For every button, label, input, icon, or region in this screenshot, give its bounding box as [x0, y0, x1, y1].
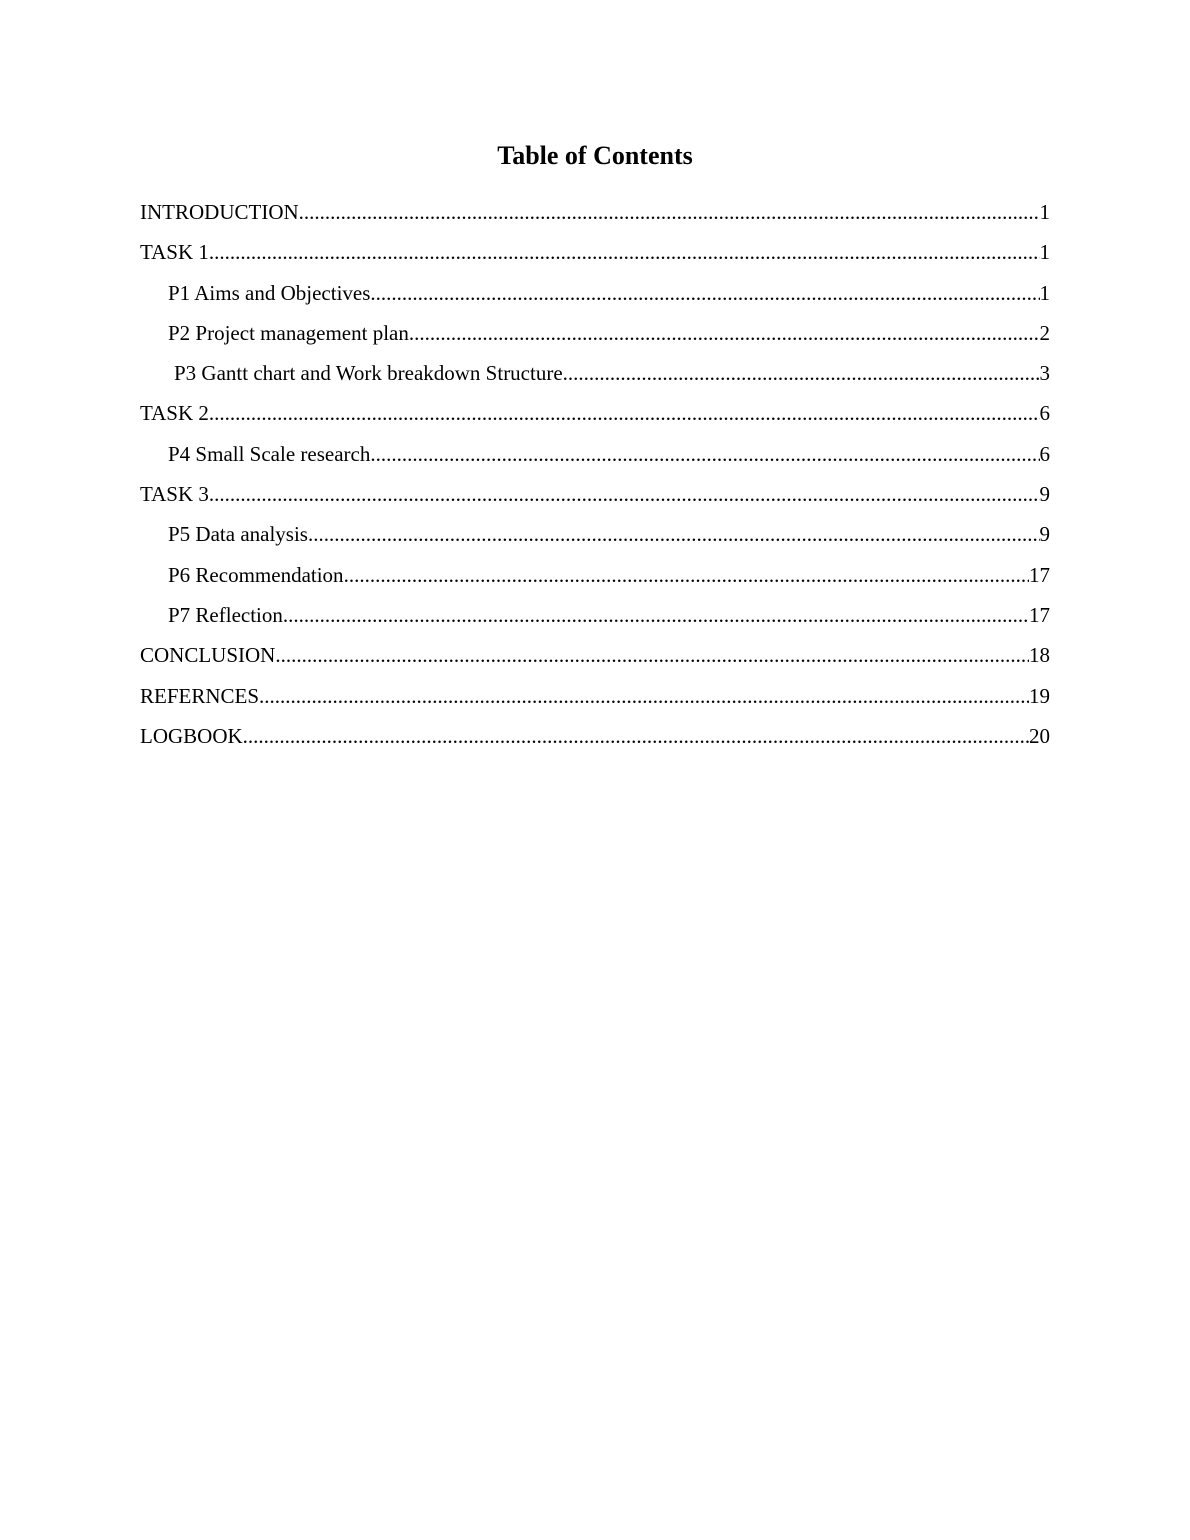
- toc-entry-label: P4 Small Scale research: [168, 441, 371, 466]
- toc-entry-conclusion[interactable]: [140, 639, 1050, 679]
- toc-page-number: 3: [1039, 361, 1050, 386]
- toc-entry-p3[interactable]: [140, 357, 1050, 397]
- toc-dot-leader: [344, 559, 1029, 591]
- toc-page-number: 1: [1039, 240, 1050, 265]
- toc-dot-leader: [259, 680, 1029, 712]
- toc-entry-p5[interactable]: [140, 518, 1050, 558]
- toc-dot-leader: [370, 438, 1039, 470]
- toc-dot-leader: [409, 317, 1040, 349]
- toc-list: [140, 196, 1050, 760]
- toc-entry-task-2[interactable]: [140, 397, 1050, 437]
- toc-page-number: 1: [1039, 280, 1050, 305]
- toc-entry-task-3[interactable]: [140, 478, 1050, 518]
- toc-page-number: 17: [1029, 562, 1050, 587]
- toc-page-number: 1: [1039, 200, 1050, 224]
- toc-entry-label: P3 Gantt chart and Work breakdown Structure: [174, 361, 563, 386]
- toc-dot-leader: [370, 277, 1039, 309]
- toc-dot-leader: [275, 639, 1029, 671]
- toc-entry-label: TASK 1: [140, 240, 209, 265]
- toc-dot-leader: [243, 720, 1029, 752]
- toc-entry-label: P1 Aims and Objectives: [168, 280, 371, 305]
- toc-title: Table of Contents: [497, 141, 693, 170]
- toc-entry-p7[interactable]: [140, 599, 1050, 639]
- toc-page-number: 20: [1029, 723, 1050, 748]
- toc-dot-leader: [209, 236, 1040, 268]
- toc-dot-leader: [283, 599, 1029, 631]
- toc-entry-label: TASK 2: [140, 401, 209, 426]
- toc-entry-logbook[interactable]: [140, 720, 1050, 760]
- toc-page-number: 6: [1039, 441, 1050, 466]
- toc-page-number: 9: [1039, 522, 1050, 547]
- toc-dot-leader: [209, 397, 1040, 429]
- toc-page-number: 6: [1039, 401, 1050, 426]
- toc-page-number: 19: [1029, 683, 1050, 708]
- toc-entry-label: CONCLUSION: [140, 643, 276, 668]
- toc-entry-label: P5 Data analysis: [168, 522, 308, 547]
- toc-entry-label: P2 Project management plan: [168, 320, 409, 345]
- toc-entry-references[interactable]: [140, 680, 1050, 720]
- toc-entry-p4[interactable]: [140, 438, 1050, 478]
- toc-dot-leader: [299, 196, 1040, 228]
- toc-entry-p1[interactable]: [140, 277, 1050, 317]
- toc-entry-p6[interactable]: [140, 559, 1050, 599]
- toc-dot-leader: [563, 357, 1040, 389]
- toc-entry-label: LOGBOOK: [140, 723, 243, 748]
- toc-entry-label: P7 Reflection: [168, 602, 283, 627]
- toc-entry-label: REFERNCES: [140, 683, 260, 708]
- toc-entry-label: P6 Recommendation: [168, 562, 344, 587]
- toc-page-number: 9: [1039, 482, 1050, 507]
- toc-page-number: 18: [1029, 643, 1050, 668]
- toc-page-number: 17: [1029, 602, 1050, 627]
- toc-page-number: 2: [1039, 320, 1050, 345]
- toc-entry-p2[interactable]: [140, 317, 1050, 357]
- toc-dot-leader: [209, 478, 1040, 510]
- toc-entry-label: TASK 3: [140, 482, 209, 507]
- toc-entry-introduction[interactable]: [140, 196, 1050, 236]
- toc-entry-label: INTRODUCTION: [140, 200, 299, 224]
- toc-entry-task-1[interactable]: [140, 236, 1050, 276]
- toc-dot-leader: [308, 518, 1040, 550]
